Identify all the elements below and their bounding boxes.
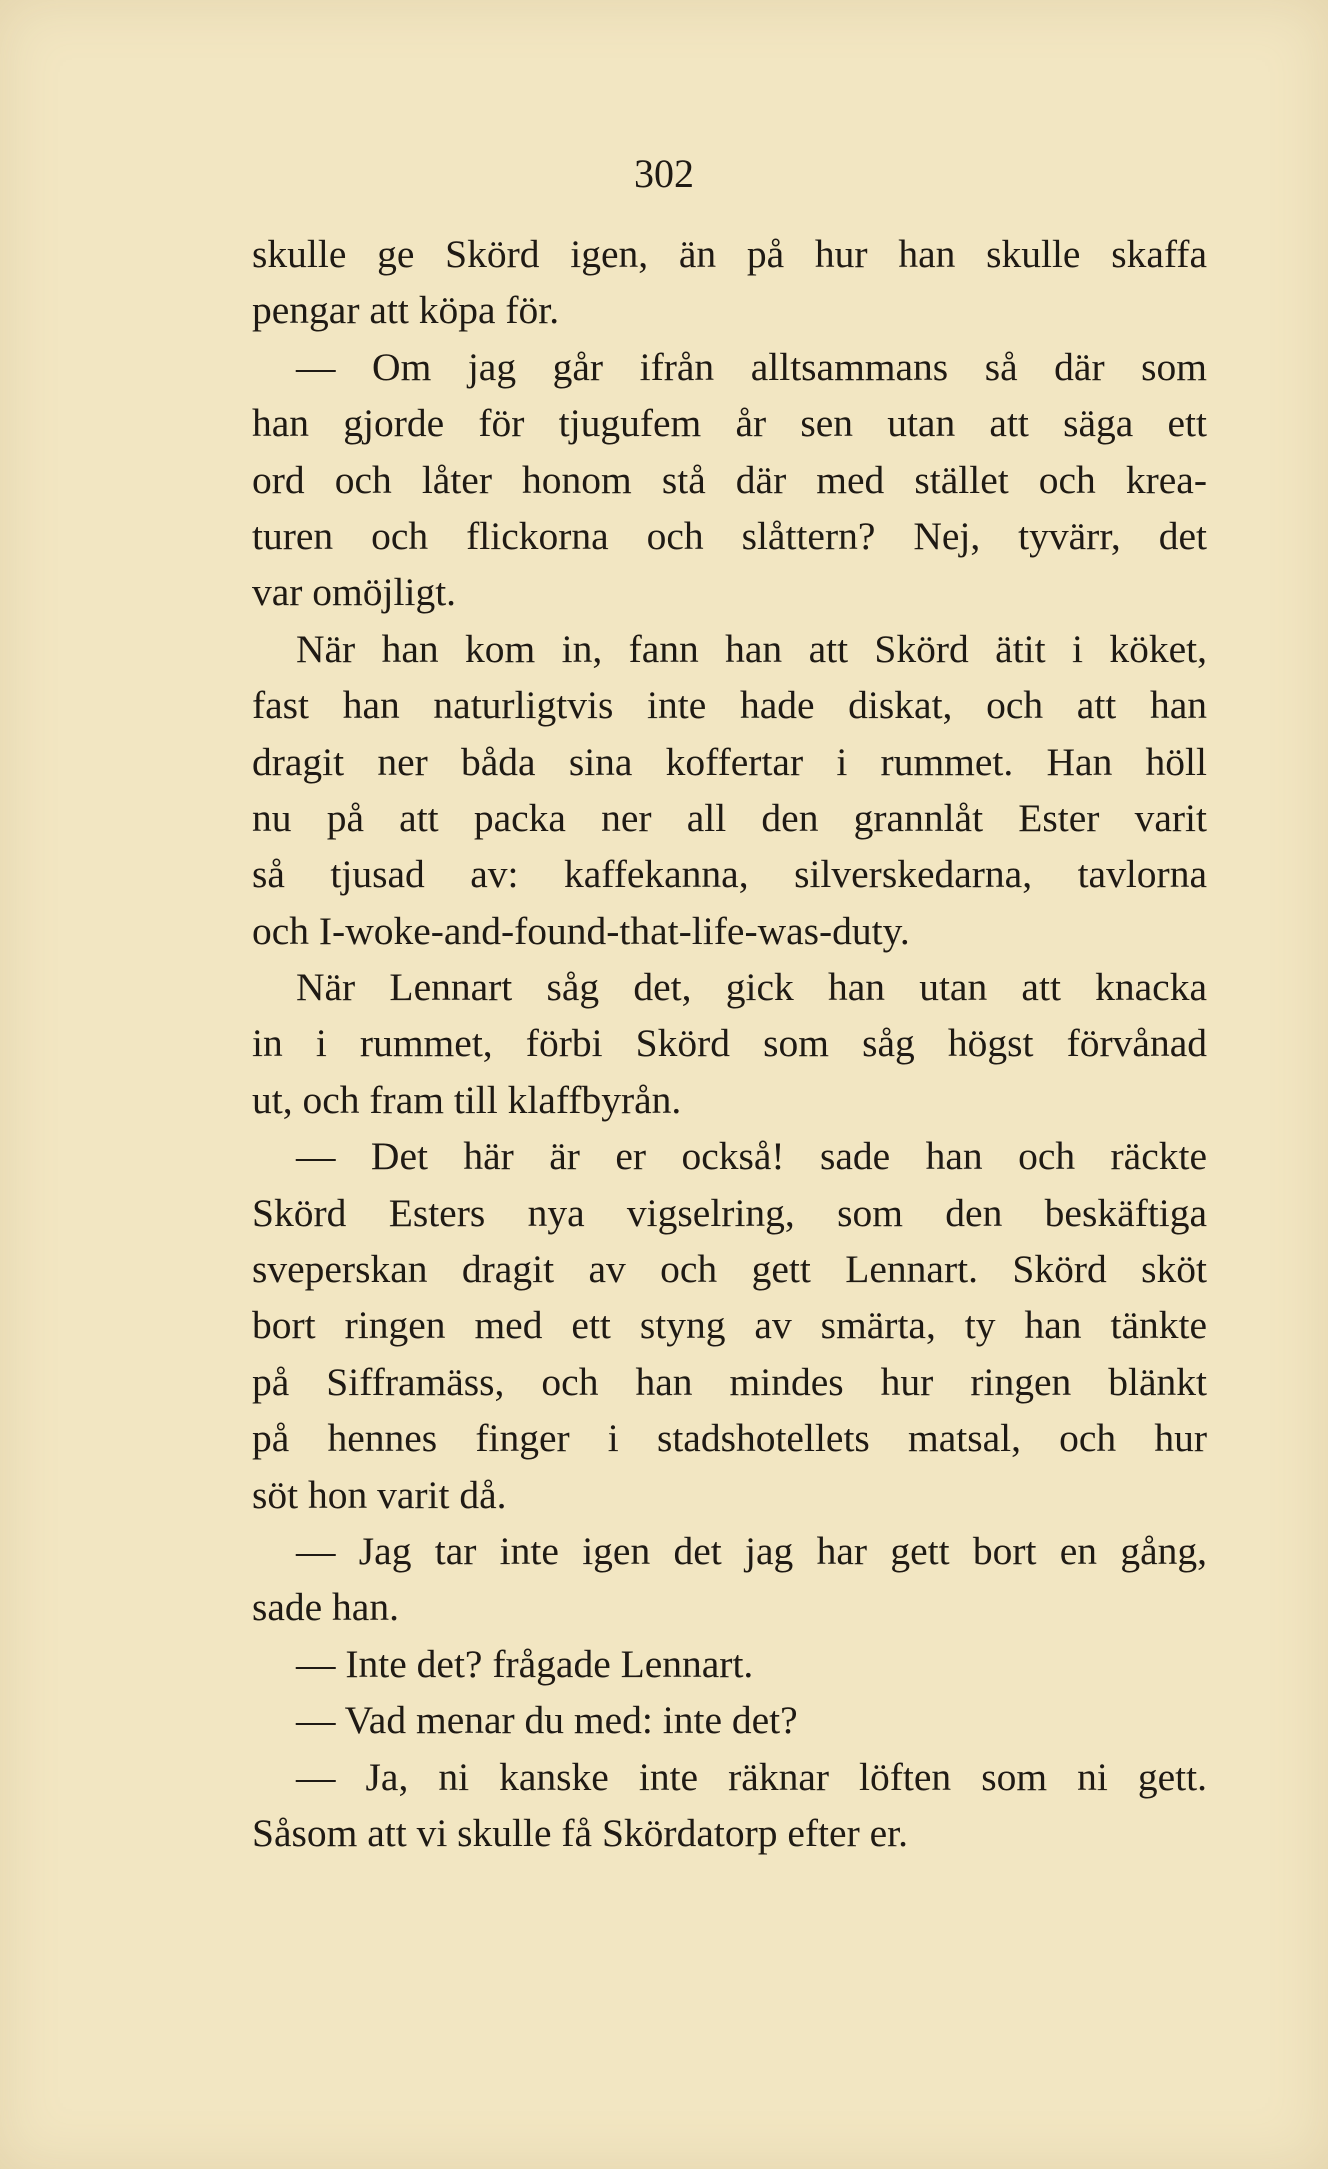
text-line: När han kom in, fann han att Skörd ätit i köket,	[296, 626, 1207, 671]
text-line: När Lennart såg det, gick han utan att knacka	[296, 965, 1207, 1010]
text-line: ord och låter honom stå där med stället och krea-	[252, 457, 1207, 502]
text-line: så tjusad av: kaffekanna, silverskedarna, tavlorna	[252, 852, 1207, 897]
text-line: på hennes finger i stadshotellets matsal, och hur	[252, 1416, 1207, 1461]
text-line: in i rummet, förbi Skörd som såg högst förvånad	[252, 1021, 1207, 1066]
text-line: han gjorde för tjugufem år sen utan att säga ett	[252, 401, 1207, 446]
page-number: 302	[634, 151, 694, 196]
text-line: dragit ner båda sina koffertar i rummet. Han höll	[252, 739, 1207, 784]
text-line: — Inte det? frågade Lennart.	[296, 1641, 754, 1686]
text-line: — Om jag går ifrån alltsammans så där som	[296, 344, 1207, 389]
text-line: och I-woke-and-found-that-life-was-duty.	[252, 908, 910, 953]
text-line: Skörd Esters nya vigselring, som den beskäftiga	[252, 1190, 1207, 1235]
text-line: nu på att packa ner all den grannlåt Ester varit	[252, 795, 1207, 840]
text-line: på Sifframäss, och han mindes hur ringen blänkt	[252, 1359, 1207, 1404]
text-line: sade han.	[252, 1585, 399, 1630]
text-line: söt hon varit då.	[252, 1472, 507, 1517]
text-line: — Ja, ni kanske inte räknar löften som ni gett.	[296, 1754, 1207, 1799]
text-line: fast han naturligtvis inte hade diskat, och att han	[252, 683, 1207, 728]
text-line: var omöjligt.	[252, 570, 457, 615]
text-line: sveperskan dragit av och gett Lennart. Skörd sköt	[252, 1247, 1207, 1292]
text-line: bort ringen med ett styng av smärta, ty han tänkte	[252, 1303, 1207, 1348]
text-line: — Jag tar inte igen det jag har gett bort en gång,	[296, 1528, 1207, 1573]
body-text	[252, 226, 1207, 1861]
text-line: ut, och fram till klaffbyrån.	[252, 1077, 682, 1122]
text-line: turen och flickorna och slåttern? Nej, tyvärr, det	[252, 513, 1207, 558]
text-line: — Vad menar du med: inte det?	[296, 1698, 798, 1743]
text-line: Såsom att vi skulle få Skördatorp efter er.	[252, 1810, 908, 1855]
text-line: — Det här är er också! sade han och räckte	[296, 1134, 1207, 1179]
text-line: skulle ge Skörd igen, än på hur han skulle skaffa	[252, 232, 1207, 276]
text-line: pengar att köpa för.	[252, 288, 560, 333]
